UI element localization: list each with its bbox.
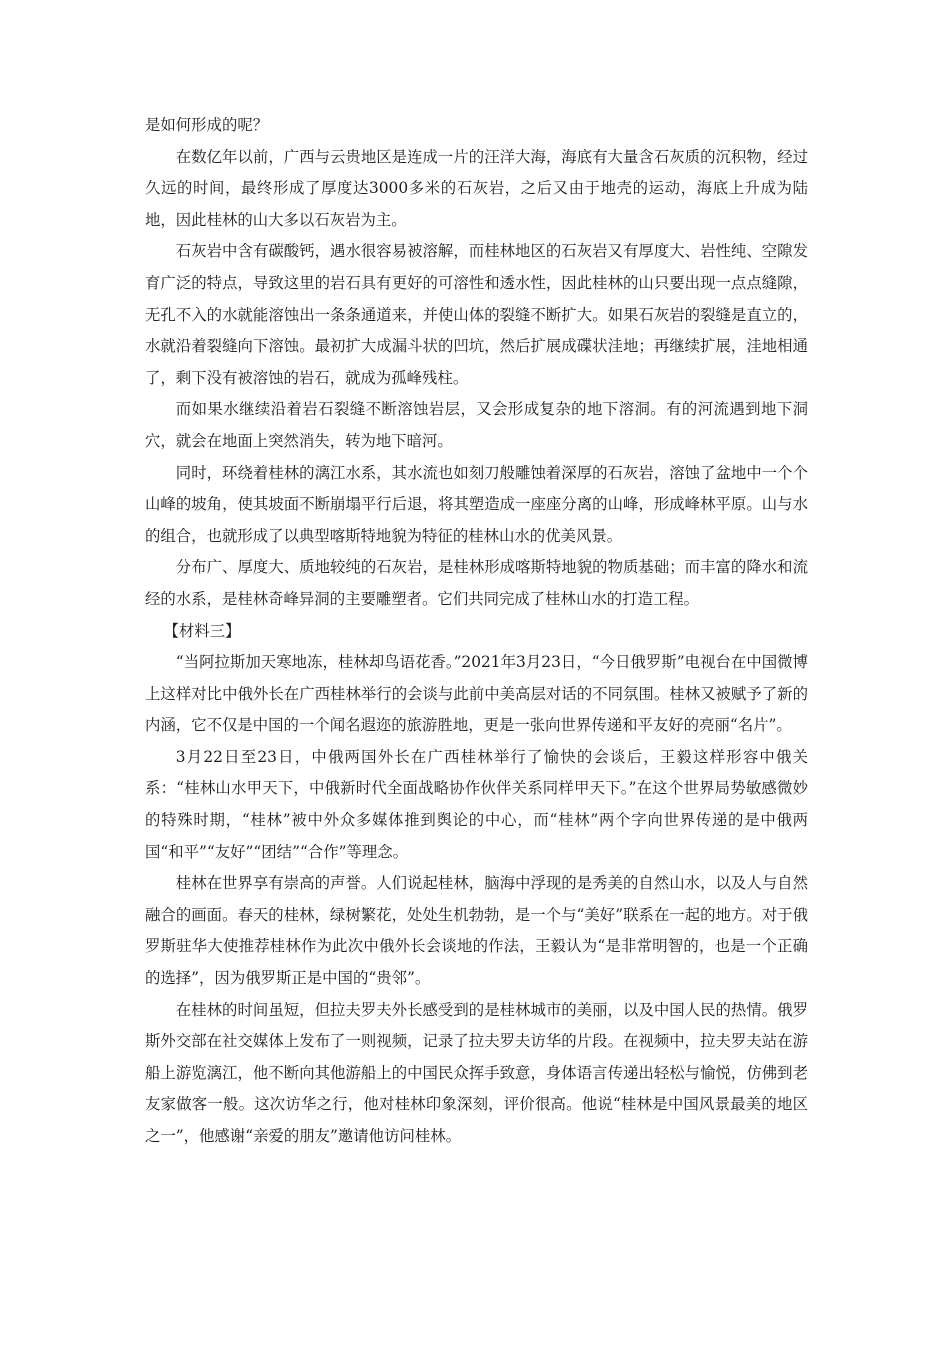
paragraph-limestone-origin: 在数亿年以前，广西与云贵地区是连成一片的汪洋大海，海底有大量含石灰质的沉积物，经过久远的时间，最终形成了厚度达3000多米的石灰岩，之后又由于地壳的运动，海底上升成为陆地，因此桂林的山大多以石灰岩为主。: [145, 147, 808, 229]
paragraph-intro-question: 是如何形成的呢？: [145, 116, 269, 134]
document-body: [145, 110, 808, 1153]
section-heading-material-three: 【材料三】: [163, 621, 241, 640]
paragraph-limestone-dissolution: 石灰岩中含有碳酸钙，遇水很容易被溶解，而桂林地区的石灰岩又有厚度大、岩性纯、空隙发育广泛的特点，导致这里的岩石具有更好的可溶性和透水性，因此桂林的山只要出现一点点缝隙，无孔不入的水就能溶蚀出一条条通道来，并使山体的裂缝不断扩大。如果石灰岩的裂缝是直立的，水就沿着裂缝向下溶蚀。最初扩大成漏斗状的凹坑，然后扩展成碟状洼地；再继续扩展，洼地相通了，剩下没有被溶蚀的岩石，就成为孤峰残柱。: [145, 242, 808, 387]
paragraph-foreign-ministers-talks: 3月22日至23日，中俄两国外长在广西桂林举行了愉快的会谈后，王毅这样形容中俄关系：“桂林山水甲天下，中俄新时代全面战略协作伙伴关系同样甲天下。”在这个世界局势敏感微妙的特殊时期，“桂林”被中外众多媒体推到舆论的中心，而“桂林”两个字向世界传递的是中俄两国“和平”“友好”“团结”“合作”等理念。: [145, 747, 808, 861]
paragraph-lavrov-visit: 在桂林的时间虽短，但拉夫罗夫外长感受到的是桂林城市的美丽，以及中国人民的热情。俄罗斯外交部在社交媒体上发布了一则视频，记录了拉夫罗夫访华的片段。在视频中，拉夫罗夫站在游船上游览漓江，他不断向其他游船上的中国民众挥手致意，身体语言传递出轻松与愉悦，仿佛到老友家做客一般。这次访华之行，他对桂林印象深刻，评价很高。他说“桂林是中国风景最美的地区之一”，他感谢“亲爱的朋友”邀请他访问桂林。: [145, 1000, 808, 1145]
paragraph-russia-today: “当阿拉斯加天寒地冻，桂林却鸟语花香。”2021年3月23日，“今日俄罗斯”电视台在中国微博上这样对比中俄外长在广西桂林举行的会谈与此前中美高层对话的不同氛围。桂林又被赋予了新的内涵，它不仅是中国的一个闻名遐迩的旅游胜地，更是一张向世界传递和平友好的亮丽“名片”。: [145, 653, 808, 735]
paragraph-guilin-reputation: 桂林在世界享有崇高的声誉。人们说起桂林，脑海中浮现的是秀美的自然山水，以及人与自然融合的画面。春天的桂林，绿树繁花，处处生机勃勃，是一个与“美好”联系在一起的地方。对于俄罗斯驻华大使推荐桂林作为此次中俄外长会谈地的作法，王毅认为“是非常明智的，也是一个正确的选择”，因为俄罗斯正是中国的“贵邻”。: [145, 874, 808, 988]
paragraph-summary: 分布广、厚度大、质地较纯的石灰岩，是桂林形成喀斯特地貌的物质基础；而丰富的降水和流经的水系，是桂林奇峰异洞的主要雕塑者。它们共同完成了桂林山水的打造工程。: [145, 558, 808, 608]
paragraph-underground-caves: 而如果水继续沿着岩石裂缝不断溶蚀岩层，又会形成复杂的地下溶洞。有的河流遇到地下洞穴，就会在地面上突然消失，转为地下暗河。: [145, 400, 808, 450]
paragraph-lijiang-river: 同时，环绕着桂林的漓江水系，其水流也如刻刀般雕蚀着深厚的石灰岩，溶蚀了盆地中一个个山峰的坡角，使其坡面不断崩塌平行后退，将其塑造成一座座分离的山峰，形成峰林平原。山与水的组合，也就形成了以典型喀斯特地貌为特征的桂林山水的优美风景。: [145, 463, 808, 545]
